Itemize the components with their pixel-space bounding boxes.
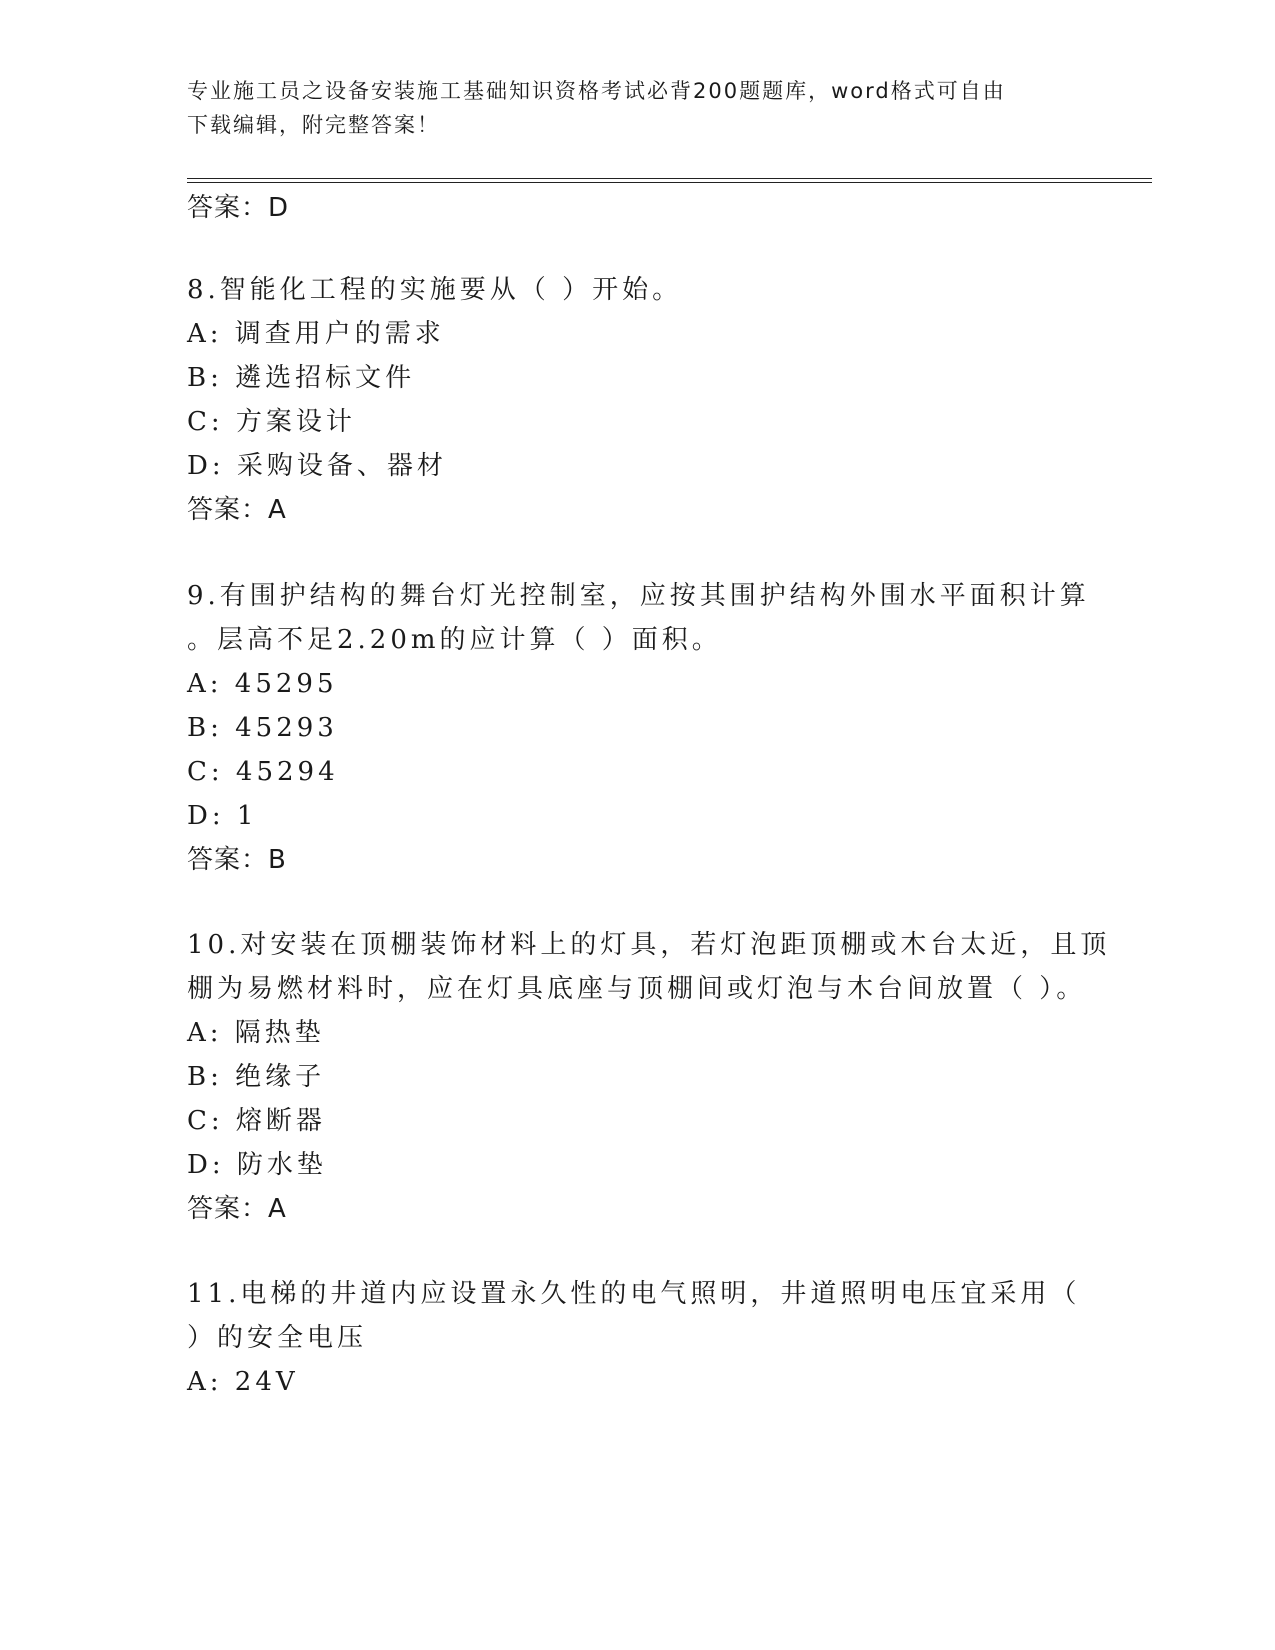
q9-stem-line-2: 。层高不足2.20m的应计算（ ）面积。 [187, 625, 722, 655]
q10-stem-line-2: 棚为易燃材料时，应在灯具底座与顶棚间或灯泡与木台间放置（ ）。 [187, 974, 1087, 1004]
q10-stem-line-1: 10.对安装在顶棚装饰材料上的灯具，若灯泡距顶棚或木台太近，且顶 [187, 930, 1111, 960]
q8-stem: 8.智能化工程的实施要从（ ）开始。 [187, 275, 683, 305]
q10-option-b: B: 绝缘子 [187, 1062, 326, 1092]
q8-option-c: C: 方案设计 [187, 407, 356, 437]
q11-stem-line-1: 11.电梯的井道内应设置永久性的电气照明，井道照明电压宜采用（ [187, 1279, 1081, 1309]
q10-option-a: A: 隔热垫 [187, 1018, 325, 1048]
header-divider-bottom [187, 182, 1152, 183]
q10-option-c: C: 熔断器 [187, 1106, 326, 1136]
q8-option-a: A: 调查用户的需求 [187, 319, 445, 349]
q11-option-a: A: 24V [187, 1367, 299, 1397]
header-line-1: 专业施工员之设备安装施工基础知识资格考试必背200题题库，word格式可自由 [187, 79, 1006, 103]
q9-option-c: C: 45294 [187, 757, 339, 787]
q10-option-d: D: 防水垫 [187, 1150, 327, 1180]
q9-option-a: A: 45295 [187, 669, 338, 699]
q10-answer: 答案：A [187, 1194, 287, 1224]
q8-option-b: B: 遴选招标文件 [187, 363, 416, 393]
header-line-2: 下载编辑，附完整答案！ [187, 113, 440, 137]
document-header [187, 74, 1067, 142]
header-divider-top [187, 178, 1152, 179]
q11-stem-line-2: ）的安全电压 [187, 1323, 368, 1353]
q9-option-d: D: 1 [187, 801, 258, 831]
q8-answer: 答案：A [187, 495, 287, 525]
q7-answer: 答案：D [187, 193, 290, 223]
q9-answer: 答案：B [187, 845, 287, 875]
q9-stem-line-1: 9.有围护结构的舞台灯光控制室，应按其围护结构外围水平面积计算 [187, 581, 1090, 611]
q9-option-b: B: 45293 [187, 713, 338, 743]
q8-option-d: D: 采购设备、器材 [187, 451, 447, 481]
